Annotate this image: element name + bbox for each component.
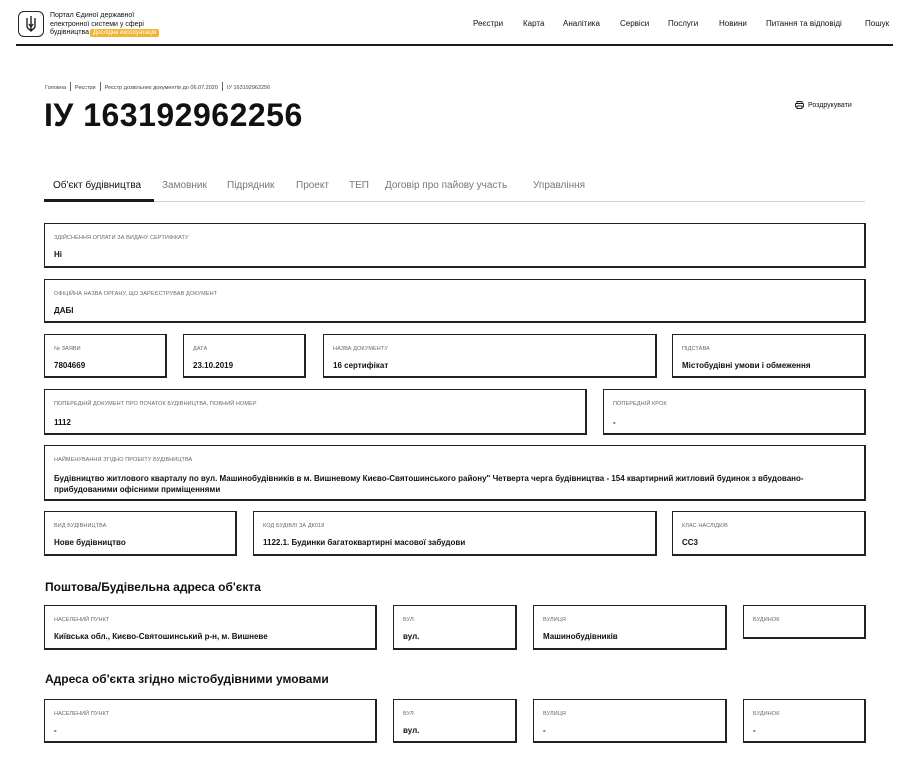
field-postal-settlement xyxy=(44,605,377,650)
active-tab-indicator xyxy=(44,199,154,202)
printer-icon xyxy=(795,101,804,109)
header-divider xyxy=(16,44,893,46)
breadcrumb-current: ІУ 163192962256 xyxy=(226,85,271,91)
nav-analytics[interactable]: Аналітика xyxy=(563,19,600,28)
field-value: - xyxy=(613,418,616,427)
field-value: 16 сертифікат xyxy=(333,361,389,370)
field-date xyxy=(183,334,306,378)
nav-registries[interactable]: Реєстри xyxy=(473,19,504,28)
field-previous-step xyxy=(603,389,866,435)
field-postal-street xyxy=(533,605,727,650)
site-header xyxy=(0,0,911,46)
print-button[interactable] xyxy=(795,101,852,109)
field-application-no xyxy=(44,334,167,378)
field-consequence-class xyxy=(672,511,866,556)
field-label: ПІДСТАВА xyxy=(682,346,710,352)
print-label: Роздрукувати xyxy=(808,101,852,109)
field-urban-settlement xyxy=(44,699,377,743)
field-construction-type xyxy=(44,511,237,556)
tab-construction-object[interactable]: Об'єкт будівництва xyxy=(53,180,142,191)
field-label: ВУЛИЦЯ xyxy=(543,617,567,623)
field-project-name xyxy=(44,445,866,501)
field-label: ОФІЦІЙНА НАЗВА ОРГАНУ, ЩО ЗАРЕЄСТРУВАВ ДОКУМЕНТ xyxy=(54,291,218,297)
field-label: ВУЛ. xyxy=(403,617,416,623)
field-label: ВУЛИЦЯ xyxy=(543,711,567,717)
field-label: ПОПЕРЕДНІЙ ДОКУМЕНТ ПРО ПОЧАТОК БУДІВНИЦТВА, ПОВНИЙ НОМЕР xyxy=(54,401,257,407)
field-value: Машинобудівників xyxy=(543,632,618,641)
breadcrumb xyxy=(45,82,270,91)
field-previous-document xyxy=(44,389,587,435)
breadcrumb-home[interactable]: Головна xyxy=(45,85,66,91)
tab-customer[interactable]: Замовник xyxy=(162,180,207,191)
beta-badge: Дослідна експлуатація xyxy=(90,29,159,37)
tab-bar xyxy=(44,180,865,202)
field-label: КЛАС НАСЛІДКІВ xyxy=(682,523,728,529)
portal-title-line3: будівництва xyxy=(50,29,90,36)
field-value: ДАБІ xyxy=(54,306,74,315)
field-label: № ЗАЯВИ xyxy=(54,346,81,352)
breadcrumb-registries[interactable]: Реєстри xyxy=(74,85,96,91)
nav-services[interactable]: Сервіси xyxy=(620,19,650,28)
field-postal-street-type xyxy=(393,605,517,650)
field-label: ПОПЕРЕДНІЙ КРОК xyxy=(613,401,667,407)
field-value: вул. xyxy=(403,726,420,735)
nav-public-services[interactable]: Послуги xyxy=(668,19,699,28)
field-value: 23.10.2019 xyxy=(193,361,234,370)
field-value: Будівництво житлового кварталу по вул. Машинобудівників в м. Вишневому Києво-Святошинського району" Четверта черга будівництва - 154 квартирний житловий будинок з вбудовано-прибудованими офісними приміщеннями xyxy=(54,474,804,494)
field-label: ЗДІЙСНЕННЯ ОПЛАТИ ЗА ВИДАЧУ СЕРТИФІКАТУ xyxy=(54,235,189,241)
nav-search[interactable]: Пошук xyxy=(865,19,890,28)
field-value: СС3 xyxy=(682,538,699,547)
main-nav xyxy=(0,19,911,31)
breadcrumb-registry[interactable]: Реєстр дозвільних документів до 06.07.2020 xyxy=(104,85,218,91)
field-label: БУДИНОК xyxy=(753,617,780,623)
breadcrumb-separator xyxy=(222,82,223,91)
field-label: НАСЕЛЕНИЙ ПУНКТ xyxy=(54,711,110,717)
tab-project[interactable]: Проект xyxy=(296,180,329,191)
tab-contractor[interactable]: Підрядник xyxy=(227,180,275,191)
field-authority xyxy=(44,279,866,323)
nav-map[interactable]: Карта xyxy=(523,19,545,28)
breadcrumb-separator xyxy=(100,82,101,91)
field-label: НАЗВА ДОКУМЕНТУ xyxy=(333,346,388,352)
field-building-code xyxy=(253,511,657,556)
field-value: - xyxy=(54,726,57,735)
field-postal-building xyxy=(743,605,866,639)
field-value: Київська обл., Києво-Святошинський р-н, м. Вишневе xyxy=(54,632,268,641)
field-label: КОД БУДІВЛІ ЗА ДК018 xyxy=(263,523,325,529)
portal-title-line2: електронної системи у сфері xyxy=(50,20,144,28)
field-value: - xyxy=(543,726,546,735)
field-value: Містобудівні умови і обмеження xyxy=(682,361,811,370)
field-payment xyxy=(44,223,866,268)
field-value: - xyxy=(753,726,756,735)
section-title-urban-address: Адреса об'єкта згідно містобудівними умовами xyxy=(45,672,329,686)
field-document-name xyxy=(323,334,657,378)
field-urban-street xyxy=(533,699,727,743)
field-label: ВИД БУДІВНИЦТВА xyxy=(54,523,107,529)
field-value: 1122.1. Будинки багатоквартирні масової забудови xyxy=(263,538,466,547)
field-urban-street-type xyxy=(393,699,517,743)
section-title-postal-address: Поштова/Будівельна адреса об'єкта xyxy=(45,580,261,594)
field-label: НАЙМЕНУВАННЯ ЗГІДНО ПРОЕКТУ БУДІВНИЦТВА xyxy=(54,457,193,463)
field-label: БУДИНОК xyxy=(753,711,780,717)
nav-news[interactable]: Новини xyxy=(719,19,747,28)
tab-management[interactable]: Управління xyxy=(533,180,586,191)
field-label: ДАТА xyxy=(193,346,208,352)
tabs-divider xyxy=(44,201,865,202)
field-value: Ні xyxy=(54,250,62,259)
field-basis xyxy=(672,334,866,378)
field-value: 1112 xyxy=(54,418,71,427)
field-urban-building xyxy=(743,699,866,743)
page-title: ІУ 163192962256 xyxy=(44,97,303,133)
field-value: вул. xyxy=(403,632,420,641)
tab-share-agreement[interactable]: Договір про пайову участь xyxy=(385,180,508,191)
field-label: НАСЕЛЕНИЙ ПУНКТ xyxy=(54,617,110,623)
breadcrumb-separator xyxy=(70,82,71,91)
field-value: Нове будівництво xyxy=(54,538,126,547)
field-value: 7804669 xyxy=(54,361,86,370)
tab-tep[interactable]: ТЕП xyxy=(349,180,369,191)
nav-faq[interactable]: Питання та відповіді xyxy=(766,19,842,28)
field-label: ВУЛ. xyxy=(403,711,416,717)
portal-title-line1: Портал Єдиної державної xyxy=(50,12,135,19)
